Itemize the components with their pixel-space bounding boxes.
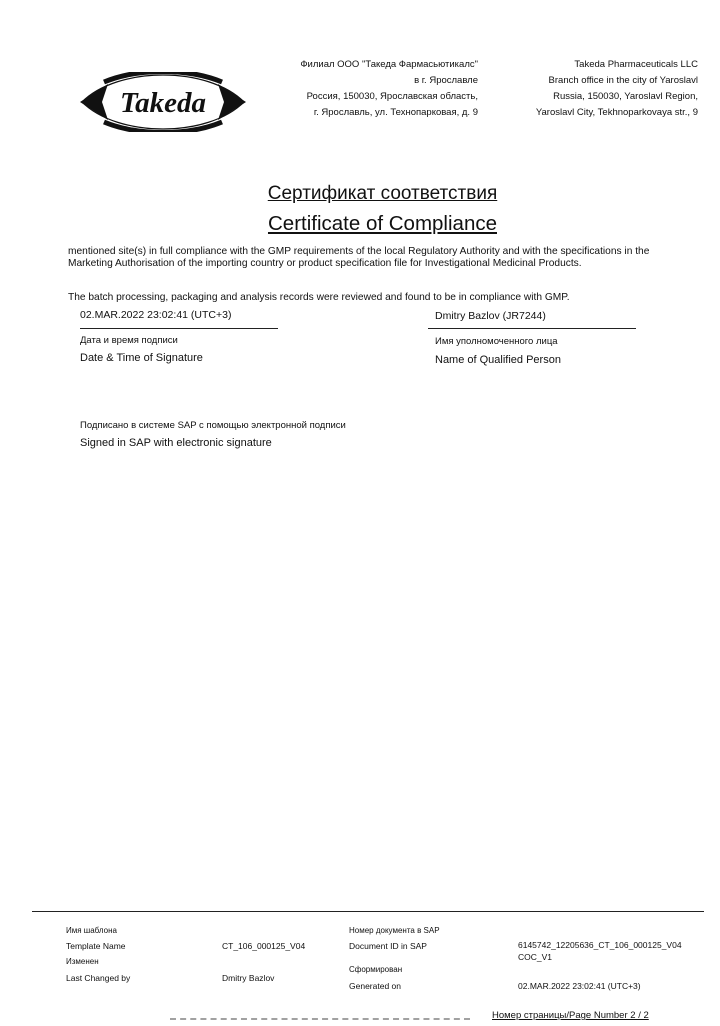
template-label-ru: Имя шаблона bbox=[66, 926, 117, 935]
address-en-line: Yaroslavl City, Tekhnoparkovaya str., 9 bbox=[535, 107, 698, 118]
records-paragraph: The batch processing, packaging and analysis records were reviewed and found to be in compliance with GMP. bbox=[68, 292, 570, 303]
sap-signed-note-en: Signed in SAP with electronic signature bbox=[80, 437, 272, 449]
title-russian: Сертификат соответствия bbox=[267, 183, 498, 204]
qualified-person-rule bbox=[428, 328, 636, 329]
template-value: CT_106_000125_V04 bbox=[222, 941, 306, 951]
address-ru-line: Филиал ООО "Такеда Фармасьютикалс" bbox=[300, 59, 478, 70]
docid-value: 6145742_12205636_CT_106_000125_V04 bbox=[518, 940, 682, 950]
generated-label-en: Generated on bbox=[349, 981, 401, 991]
qualified-person-label-ru: Имя уполномоченного лица bbox=[435, 336, 558, 347]
address-english bbox=[536, 57, 698, 121]
address-ru-line: Россия, 150030, Ярославская область, bbox=[306, 91, 478, 102]
docid-label-ru: Номер документа в SAP bbox=[349, 926, 440, 935]
address-en-line: Branch office in the city of Yaroslavl bbox=[548, 75, 698, 86]
docid-value-continued: COC_V1 bbox=[518, 952, 553, 962]
logo-wordmark: Takeda bbox=[120, 87, 206, 119]
footer-divider bbox=[32, 911, 704, 912]
changed-label-en: Last Changed by bbox=[66, 973, 131, 983]
address-ru-line: в г. Ярославле bbox=[414, 75, 478, 86]
title-english: Certificate of Compliance bbox=[267, 212, 497, 235]
signature-date-value: 02.MAR.2022 23:02:41 (UTC+3) bbox=[80, 309, 232, 321]
address-en-line: Takeda Pharmaceuticals LLC bbox=[574, 59, 698, 70]
address-russian bbox=[300, 57, 478, 121]
page-number: Номер страницы/Page Number 2 / 2 bbox=[492, 1010, 649, 1021]
signature-date-label-en: Date & Time of Signature bbox=[80, 352, 203, 364]
scan-artifact-line bbox=[170, 1018, 470, 1026]
template-label-en: Template Name bbox=[66, 941, 126, 951]
sap-signed-note-ru: Подписано в системе SAP с помощью электронной подписи bbox=[80, 420, 346, 431]
generated-value: 02.MAR.2022 23:02:41 (UTC+3) bbox=[518, 981, 641, 991]
takeda-logo bbox=[78, 72, 248, 132]
compliance-paragraph: mentioned site(s) in full compliance with the GMP requirements of the local Regulatory Authority and with the specifications in the Marketing Authorisation of the importing country or product specification file for Investigational Medicinal Products. bbox=[68, 246, 650, 269]
address-en-line: Russia, 150030, Yaroslavl Region, bbox=[553, 91, 698, 102]
changed-label-ru: Изменен bbox=[66, 957, 99, 966]
qualified-person-label-en: Name of Qualified Person bbox=[435, 354, 561, 366]
address-ru-line: г. Ярославль, ул. Технопарковая, д. 9 bbox=[313, 107, 478, 118]
qualified-person-name: Dmitry Bazlov (JR7244) bbox=[435, 310, 546, 322]
changed-value: Dmitry Bazlov bbox=[222, 973, 275, 983]
docid-label-en: Document ID in SAP bbox=[349, 941, 427, 951]
generated-label-ru: Сформирован bbox=[349, 965, 403, 974]
signature-date-label-ru: Дата и время подписи bbox=[80, 335, 178, 346]
signature-date-rule bbox=[80, 328, 278, 329]
